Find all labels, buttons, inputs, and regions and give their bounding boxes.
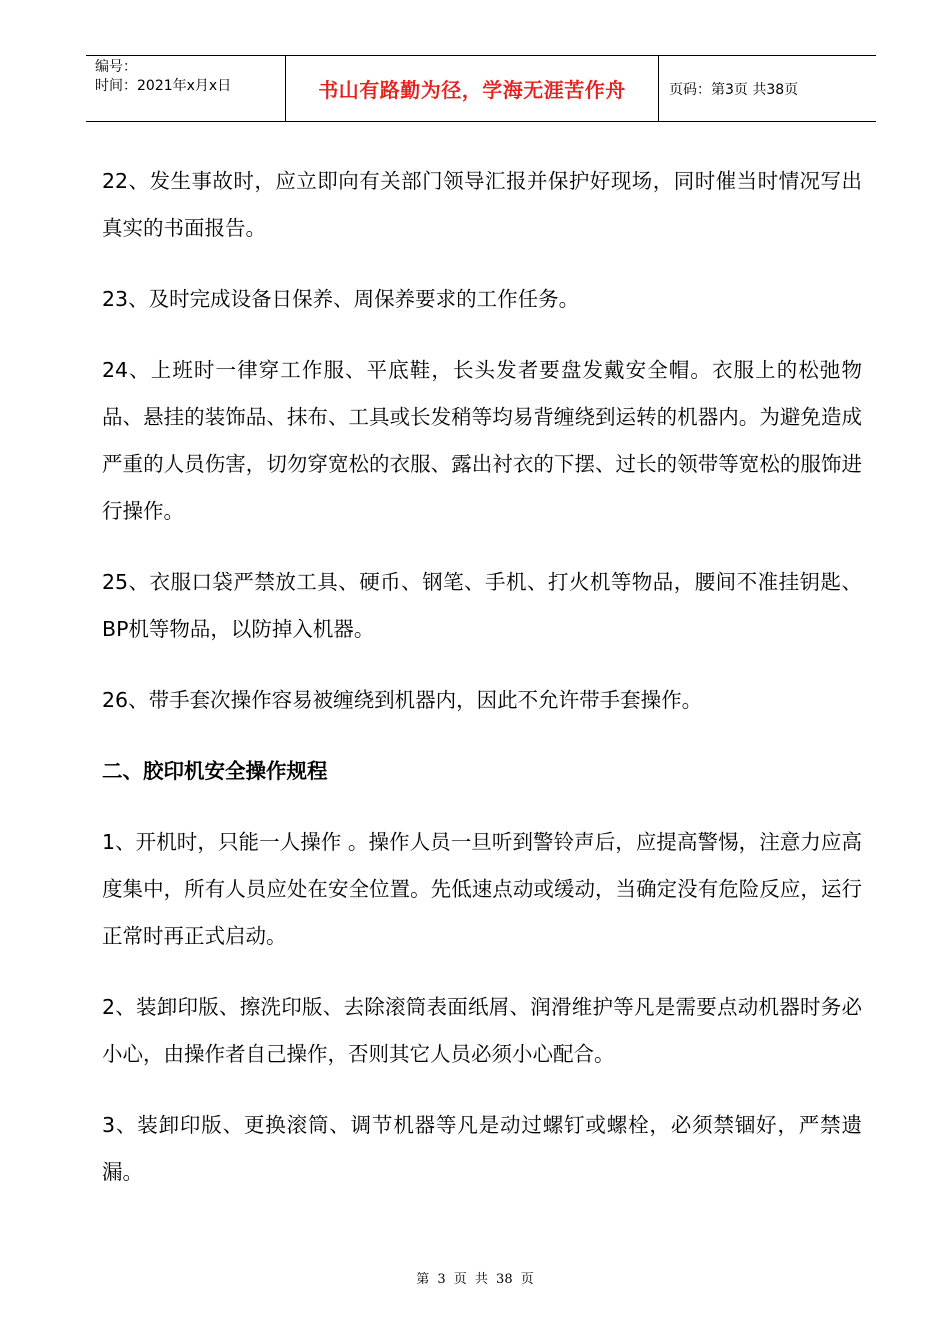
rule-paragraph-26: 26、带手套次操作容易被缠绕到机器内，因此不允许带手套操作。 xyxy=(102,688,703,712)
rule-paragraph-22: 22、发生事故时，应立即向有关部门领导汇报并保护好现场，同时催当时情况写出真实的书面报告。 xyxy=(102,169,862,240)
header-motto: 书山有路勤为径，学海无涯苦作舟 xyxy=(286,56,659,121)
header-meta xyxy=(86,56,286,121)
header-page-info: 页码：第3页 共38页 xyxy=(669,81,799,98)
page-header xyxy=(86,55,876,122)
document-number-label: 编号： xyxy=(95,59,137,75)
document-date: 时间：2021年x月x日 xyxy=(95,78,232,94)
section-rule-1: 1、开机时，只能一人操作 。操作人员一旦听到警铃声后，应提高警惕，注意力应高度集中，所有人员应处在安全位置。先低速点动或缓动，当确定没有危险反应，运行正常时再正式启动。 xyxy=(102,830,862,948)
section-heading: 二、胶印机安全操作规程 xyxy=(102,759,328,783)
rule-paragraph-24: 24、上班时一律穿工作服、平底鞋，长头发者要盘发戴安全帽。衣服上的松弛物品、悬挂的装饰品、抹布、工具或长发稍等均易背缠绕到运转的机器内。为避免造成严重的人员伤害，切勿穿宽松的衣服、露出衬衣的下摆、过长的领带等宽松的服饰进行操作。 xyxy=(102,358,862,523)
document-body xyxy=(102,158,862,1220)
rule-paragraph-25: 25、衣服口袋严禁放工具、硬币、钢笔、手机、打火机等物品，腰间不准挂钥匙、BP机等物品，以防掉入机器。 xyxy=(102,570,862,641)
page-footer: 第 3 页 共 38 页 xyxy=(416,1272,534,1287)
section-rule-3: 3、装卸印版、更换滚筒、调节机器等凡是动过螺钉或螺栓，必须禁锢好，严禁遗漏。 xyxy=(102,1113,862,1184)
rule-paragraph-23: 23、及时完成设备日保养、周保养要求的工作任务。 xyxy=(102,287,580,311)
section-rule-2: 2、装卸印版、擦洗印版、去除滚筒表面纸屑、润滑维护等凡是需要点动机器时务必小心，由操作者自己操作，否则其它人员必须小心配合。 xyxy=(102,995,862,1066)
